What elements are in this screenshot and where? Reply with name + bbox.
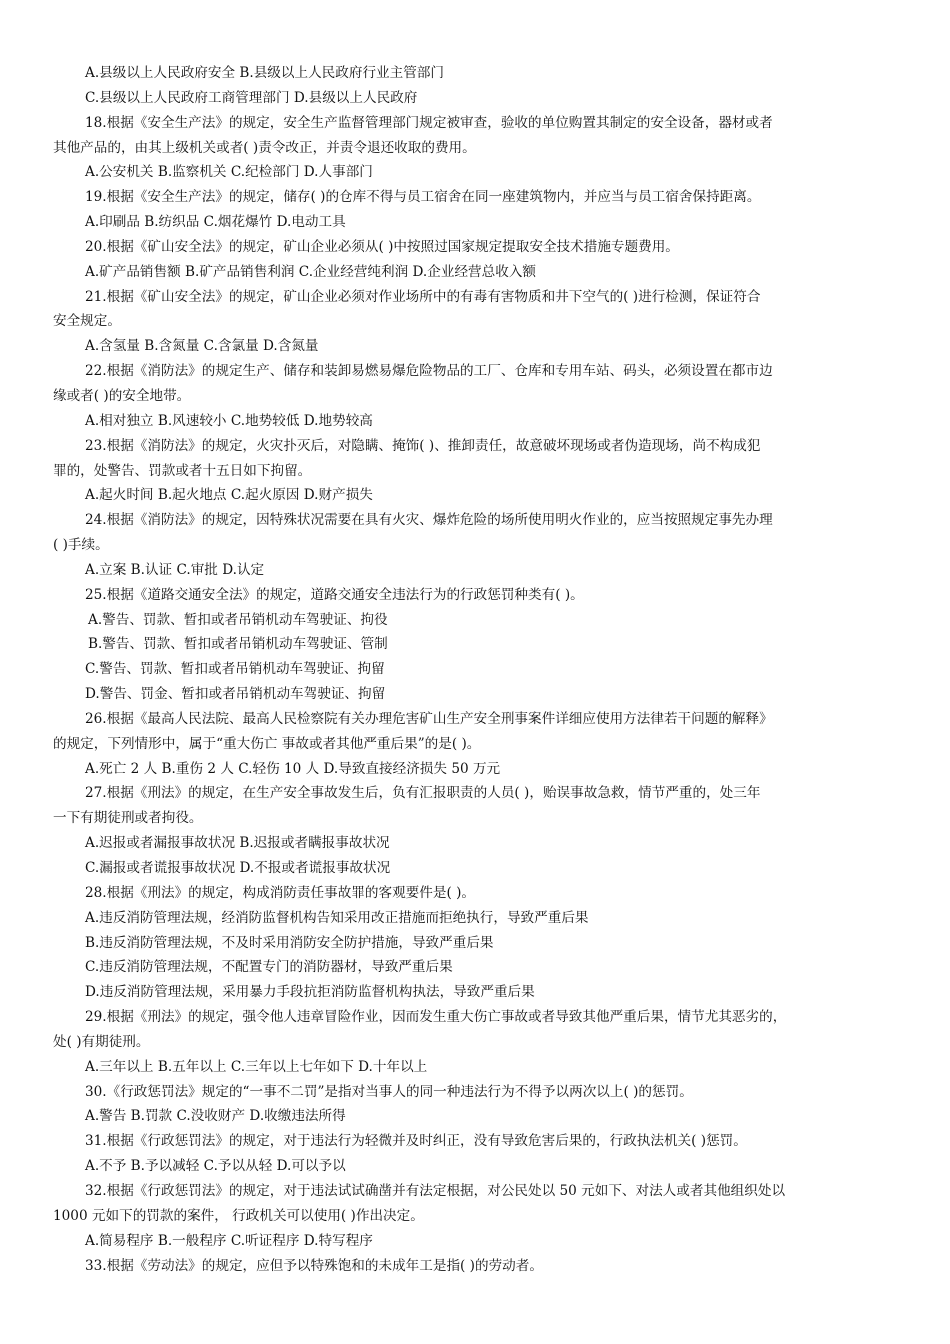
answer-options-line: C.县级以上人民政府工商管理部门 D.县级以上人民政府: [85, 89, 418, 106]
question-line: 28.根据《刑法》的规定，构成消防责任事故罪的客观要件是( )。: [85, 884, 475, 901]
question-line: 19.根据《安全生产法》的规定，储存( )的仓库不得与员工宿舍在同一座建筑物内，并应当与员工宿舍保持距离。: [85, 189, 761, 206]
answer-options-line: A.起火时间 B.起火地点 C.起火原因 D.财产损失: [85, 487, 373, 504]
answer-options-line: A.违反消防管理法规，经消防监督机构告知采用改正措施而拒绝执行，导致严重后果: [85, 909, 589, 926]
question-line: 26.根据《最高人民法院、最高人民检察院有关办理危害矿山生产安全刑事案件详细应使用方法律若干问题的解释》: [85, 710, 773, 727]
question-continuation-line: 缘或者( )的安全地带。: [53, 387, 191, 404]
answer-options-line: A.警告 B.罚款 C.没收财产 D.收缴违法所得: [85, 1108, 346, 1125]
answer-options-line: A.死亡 2 人 B.重伤 2 人 C.轻伤 10 人 D.导致直接经济损失 50 万元: [85, 760, 501, 777]
answer-options-line: A.立案 B.认证 C.审批 D.认定: [85, 561, 265, 578]
question-continuation-line: 安全规定。: [53, 313, 121, 330]
answer-options-line: D.警告、罚金、暂扣或者吊销机动车驾驶证、拘留: [85, 686, 386, 703]
question-line: 29.根据《刑法》的规定，强令他人违章冒险作业，因而发生重大伤亡事故或者导致其他严重后果，情节尤其恶劣的，: [85, 1009, 787, 1026]
answer-options-line: C.漏报或者谎报事故状况 D.不报或者谎报事故状况: [85, 860, 391, 876]
answer-options-line: A.警告、罚款、暂扣或者吊销机动车驾驶证、拘役: [88, 611, 388, 628]
question-continuation-line: 罪的，处警告、罚款或者十五日如下拘留。: [53, 462, 312, 479]
question-line: 21.根据《矿山安全法》的规定，矿山企业必须对作业场所中的有毒有害物质和井下空气的( )进行检测，保证符合: [85, 288, 761, 305]
question-line: 30.《行政惩罚法》规定的“一事不二罚”是指对当事人的同一种违法行为不得予以两次以上( )的惩罚。: [85, 1083, 693, 1100]
answer-options-line: B.违反消防管理法规，不及时采用消防安全防护措施，导致严重后果: [85, 934, 494, 951]
question-line: 20.根据《矿山安全法》的规定，矿山企业必须从( )中按照过国家规定提取安全技术措施专题费用。: [85, 238, 679, 255]
answer-options-line: C.违反消防管理法规，不配置专门的消防器材，导致严重后果: [85, 959, 453, 976]
question-line: 27.根据《刑法》的规定，在生产安全事故发生后，负有汇报职责的人员( )，贻误事故急救，情节严重的，处三年: [85, 785, 761, 802]
answer-options-line: A.相对独立 B.风速较小 C.地势较低 D.地势较高: [85, 412, 373, 429]
answer-options-line: A.含氢量 B.含氮量 C.含氯量 D.含氮量: [85, 338, 319, 355]
question-line: 23.根据《消防法》的规定，火灾扑灭后，对隐瞒、掩饰( )、推卸责任，故意破坏现场或者伪造现场，尚不构成犯: [85, 437, 761, 454]
answer-options-line: A.简易程序 B.一般程序 C.听证程序 D.特写程序: [85, 1232, 373, 1249]
question-continuation-line: 其他产品的，由其上级机关或者( )责令改正，并责令退还收取的费用。: [53, 139, 476, 156]
answer-options-line: C.警告、罚款、暂扣或者吊销机动车驾驶证、拘留: [85, 661, 385, 678]
question-line: 22.根据《消防法》的规定生产、储存和装卸易燃易爆危险物品的工厂、仓库和专用车站、码头，必须设置在都市边: [85, 363, 773, 380]
answer-options-line: A.县级以上人民政府安全 B.县级以上人民政府行业主管部门: [85, 65, 445, 81]
question-continuation-line: 处( )有期徒刑。: [53, 1033, 150, 1050]
answer-options-line: A.三年以上 B.五年以上 C.三年以上七年如下 D.十年以上: [85, 1058, 428, 1075]
question-continuation-line: 1000 元如下的罚款的案件， 行政机关可以使用( )作出决定。: [53, 1207, 424, 1224]
document-page: [53, 61, 901, 1278]
answer-options-line: A.印刷品 B.纺织品 C.烟花爆竹 D.电动工具: [85, 214, 346, 231]
answer-options-line: B.警告、罚款、暂扣或者吊销机动车驾驶证、管制: [88, 636, 388, 653]
question-line: 33.根据《劳动法》的规定，应但予以特殊饱和的未成年工是指( )的劳动者。: [85, 1257, 543, 1274]
question-line: 18.根据《安全生产法》的规定，安全生产监督管理部门规定被审查，验收的单位购置其制定的安全设备，器材或者: [85, 114, 773, 131]
answer-options-line: A.迟报或者漏报事故状况 B.迟报或者瞒报事故状况: [85, 835, 390, 852]
answer-options-line: A.公安机关 B.监察机关 C.纪检部门 D.人事部门: [85, 164, 373, 181]
answer-options-line: D.违反消防管理法规，采用暴力手段抗拒消防监督机构执法，导致严重后果: [85, 984, 535, 1001]
answer-options-line: A.不予 B.予以减轻 C.予以从轻 D.可以予以: [85, 1158, 346, 1175]
question-line: 25.根据《道路交通安全法》的规定，道路交通安全违法行为的行政惩罚种类有( )。: [85, 586, 584, 603]
question-continuation-line: 一下有期徒刑或者拘役。: [53, 810, 203, 827]
answer-options-line: A.矿产品销售额 B.矿产品销售利润 C.企业经营纯利润 D.企业经营总收入额: [85, 263, 537, 280]
question-continuation-line: ( )手续。: [53, 537, 109, 554]
question-continuation-line: 的规定，下列情形中，属于“重大伤亡 事故或者其他严重后果”的是( )。: [53, 735, 481, 752]
question-line: 24.根据《消防法》的规定，因特殊状况需要在具有火灾、爆炸危险的场所使用明火作业的，应当按照规定事先办理: [85, 512, 773, 529]
question-line: 31.根据《行政惩罚法》的规定，对于违法行为轻微并及时纠正，没有导致危害后果的，行政执法机关( )惩罚。: [85, 1133, 747, 1150]
question-line: 32.根据《行政惩罚法》的规定，对于违法试试确凿并有法定根据，对公民处以 50 元如下、对法人或者其他组织处以: [85, 1182, 786, 1199]
